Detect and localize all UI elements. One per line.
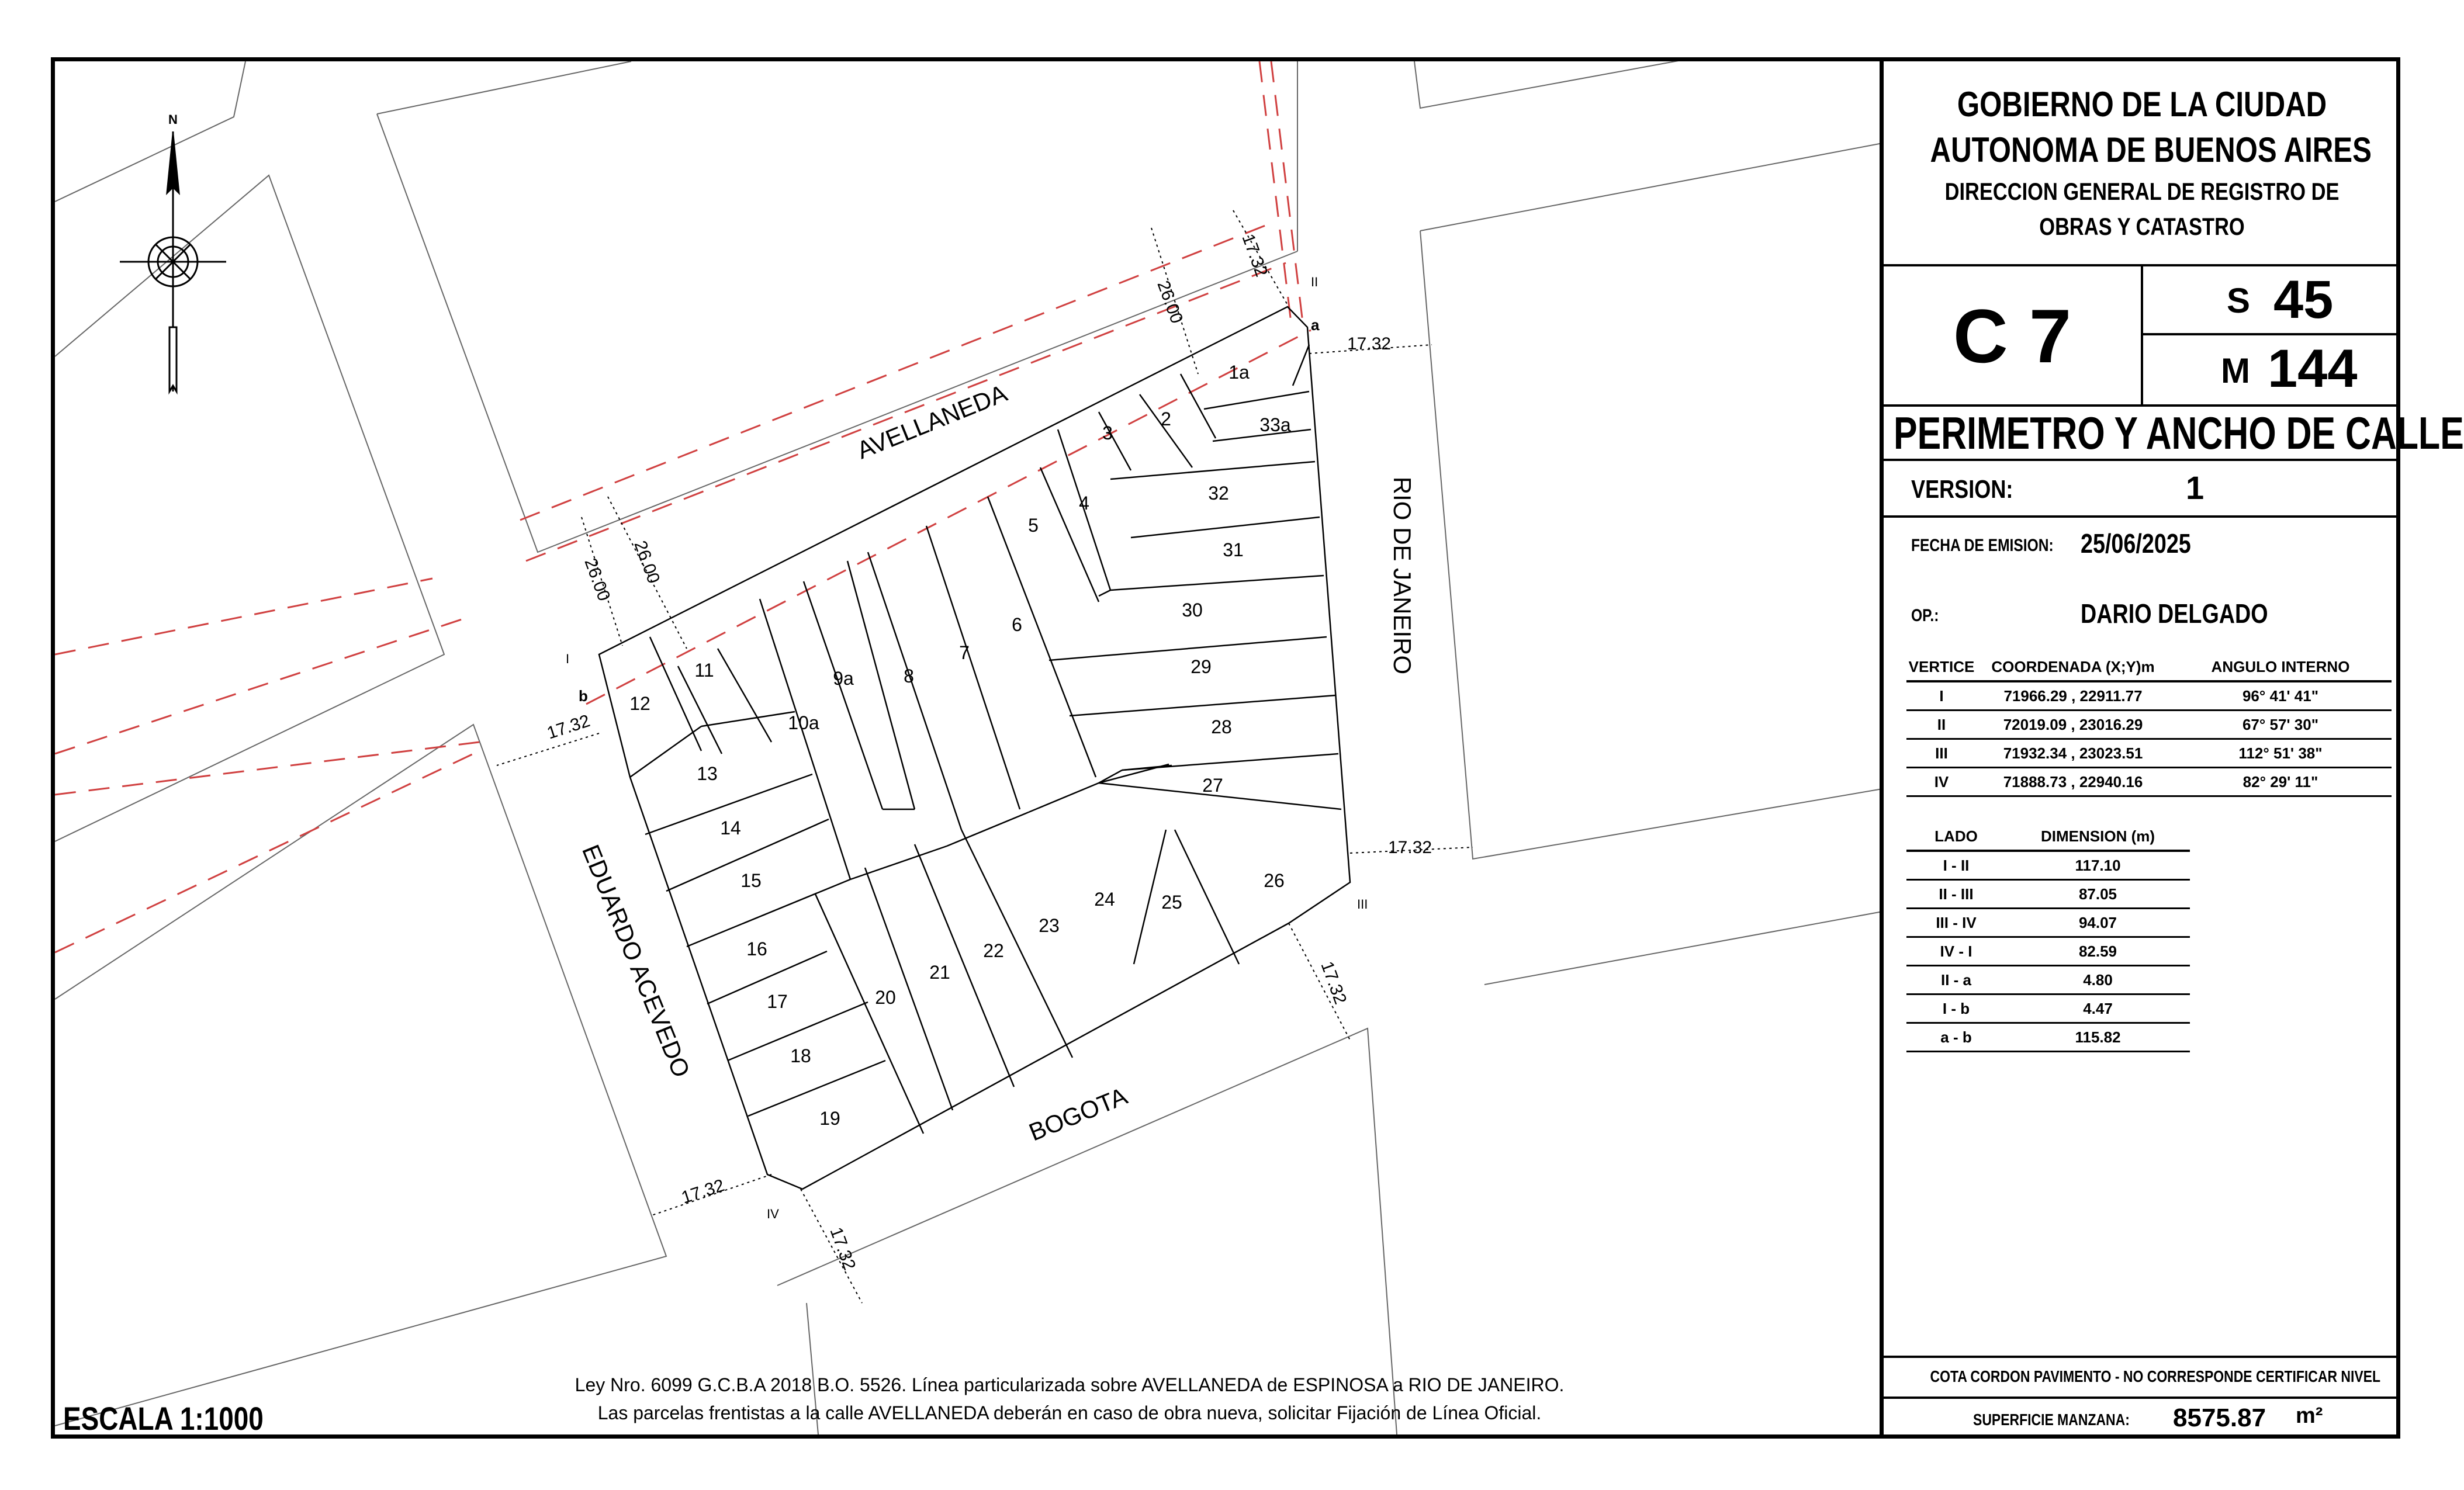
width-label: 26.00 [630,538,664,586]
table-cell: 82° 29' 11" [2169,768,2392,796]
parcel-number: 7 [959,642,970,663]
table-cell: II - III [1906,880,2006,909]
divider [1884,404,2400,407]
parcel-number: 26 [1264,870,1285,891]
parcel-number: 27 [1202,775,1223,796]
version-label: VERSION: [1911,475,2013,504]
parcel-number: 33a [1259,414,1291,435]
area-value: 8575.87 [2173,1404,2266,1432]
org-line-1: GOBIERNO DE LA CIUDAD [1957,85,2327,124]
table-row [1906,995,2190,1023]
area-unit: m² [2296,1404,2323,1428]
parcel-number: 17 [767,991,788,1012]
parcel-number: 4 [1079,493,1089,514]
block-value: 144 [2268,339,2358,399]
parcel-number: 25 [1161,892,1182,913]
table-cell: 87.05 [2006,880,2190,909]
version-value: 1 [2186,469,2205,506]
table-cell: II [1906,711,1977,739]
vertex-label: IV [767,1207,779,1221]
parcel-number: 19 [819,1108,840,1129]
notes-line-2: Las parcelas frentistas a la calle AVELLANEDA deberán en caso de obra nueva, solicitar Fijación de Línea Oficial. [597,1402,1542,1423]
width-label: 17.32 [1388,838,1432,857]
divider [1884,1397,2400,1399]
scale-label: ESCALA 1:1000 [63,1400,264,1437]
table-row [1906,768,2392,796]
parcel-number: 15 [740,870,762,891]
table-row [1906,739,2392,768]
section-label: S [2227,281,2251,320]
table-cell: 4.80 [2006,966,2190,995]
col-header: ANGULO INTERNO [2169,653,2392,681]
col-header: VERTICE [1906,653,1977,681]
doc-title-text: PERIMETRO Y ANCHO DE CALLE [1894,407,2464,459]
parcel-number: 20 [875,987,896,1008]
table-cell: III - IV [1906,909,2006,937]
parcel-number: 6 [1012,614,1022,635]
table-row [1906,909,2190,937]
table-cell: 4.47 [2006,995,2190,1023]
col-header: LADO [1906,823,2006,851]
cota-note-text: COTA CORDON PAVIMENTO - NO CORRESPONDE CERTIFICAR NIVEL [1930,1367,2381,1385]
width-label: 17.32 [679,1176,727,1208]
table-cell: 115.82 [2006,1023,2190,1052]
width-label: 17.32 [1347,334,1392,354]
parcel-number: 30 [1182,600,1203,621]
parcel-number: 8 [904,666,914,687]
table-header [1906,823,2190,851]
dept-title [1884,174,2400,244]
dept-line-1: DIRECCION GENERAL DE REGISTRO DE [1944,178,2340,205]
table-header [1906,653,2392,681]
table-cell: 71888.73 , 22940.16 [1977,768,2169,796]
op-label: OP.: [1911,606,1939,625]
dept-line-2: OBRAS Y CATASTRO [2039,213,2245,240]
circunscripcion: C 7 [1953,293,2072,379]
width-label: 17.32 [1317,959,1351,1007]
parcel-number: 22 [983,940,1004,961]
divider [2141,333,2400,335]
title-block-divider [1880,57,1884,1439]
parcel-number: 31 [1223,539,1244,560]
street-rio-de-janeiro: RIO DE JANEIRO [1389,476,1416,675]
table-cell: II - a [1906,966,2006,995]
table-row [1906,937,2190,966]
area-label: SUPERFICIE MANZANA: [1973,1411,2130,1429]
table-cell: 94.07 [2006,909,2190,937]
parcel-number: 10a [788,712,819,733]
table-cell: IV [1906,768,1977,796]
parcel-number: 2 [1161,408,1171,429]
col-header: DIMENSION (m) [2006,823,2190,851]
org-line-2: AUTONOMA DE BUENOS AIRES [1930,130,2372,169]
table-cell: 71932.34 , 23023.51 [1977,739,2169,768]
table-cell: I - II [1906,851,2006,880]
width-label: 17.32 [544,711,593,743]
date-label: FECHA DE EMISION: [1911,536,2054,555]
op-value: DARIO DELGADO [2081,598,2268,629]
doc-title [1894,407,2464,459]
parcel-number: 23 [1039,915,1060,936]
block-label: M [2221,351,2250,390]
divider [1884,459,2400,461]
table-row [1906,880,2190,909]
width-label: 17.32 [826,1225,860,1273]
table-cell: 67° 57' 30" [2169,711,2392,739]
parcel-number: 9a [833,668,854,689]
table-cell: 72019.09 , 23016.29 [1977,711,2169,739]
parcel-number: 1a [1228,362,1250,383]
width-label: 26.00 [1153,278,1187,326]
table-cell: 96° 41' 41" [2169,681,2392,711]
street-eduardo-acevedo: EDUARDO ACEVEDO [577,840,695,1082]
divider [1884,515,2400,518]
parcel-number: 16 [746,938,767,959]
point-label: b [579,687,588,705]
vertex-label: II [1311,275,1318,289]
notes-line-1: Ley Nro. 6099 G.C.B.A 2018 B.O. 5526. Línea particularizada sobre AVELLANEDA de ESPINOSA a RIO DE JANEIRO. [575,1374,1565,1395]
parcel-number: 29 [1191,656,1212,677]
sides-table [1906,823,2190,1052]
table-cell: III [1906,739,1977,768]
table-cell: IV - I [1906,937,2006,966]
street-bogota: BOGOTA [1025,1082,1131,1146]
table-row [1906,1023,2190,1052]
parcel-number: 12 [629,693,650,714]
table-cell: 71966.29 , 22911.77 [1977,681,2169,711]
cota-note [1884,1364,2400,1389]
parcel-number: 3 [1102,422,1113,443]
parcel-number: 32 [1208,483,1229,504]
org-title [1884,82,2400,173]
north-label: N [168,112,178,127]
parcel-number: 14 [720,817,741,838]
vertices-table [1906,653,2392,797]
parcel-number: 21 [929,962,950,983]
table-cell: 112° 51' 38" [2169,739,2392,768]
width-label: 26.00 [580,556,614,604]
point-label: a [1311,316,1320,334]
parcel-number: 24 [1094,889,1115,910]
table-cell: I [1906,681,1977,711]
parcel-number: 18 [790,1045,811,1066]
parcel-number: 13 [697,763,718,784]
col-header: COORDENADA (X;Y)m [1977,653,2169,681]
table-cell: 117.10 [2006,851,2190,880]
vertex-label: I [566,652,570,666]
parcel-number: 11 [694,660,714,681]
vertex-label: III [1357,897,1368,912]
parcel-number: 28 [1211,716,1232,737]
section-value: 45 [2273,270,2334,330]
table-row [1906,681,2392,711]
width-label: 17.32 [1238,231,1272,279]
table-cell: 82.59 [2006,937,2190,966]
legal-notes [514,1371,1625,1427]
table-row [1906,966,2190,995]
table-cell: a - b [1906,1023,2006,1052]
divider [1884,1356,2400,1358]
street-avellaneda: AVELLANEDA [853,379,1011,465]
table-cell: I - b [1906,995,2006,1023]
table-row [1906,851,2190,880]
table-row [1906,711,2392,739]
parcel-number: 5 [1028,515,1039,536]
date-value: 25/06/2025 [2081,528,2191,559]
